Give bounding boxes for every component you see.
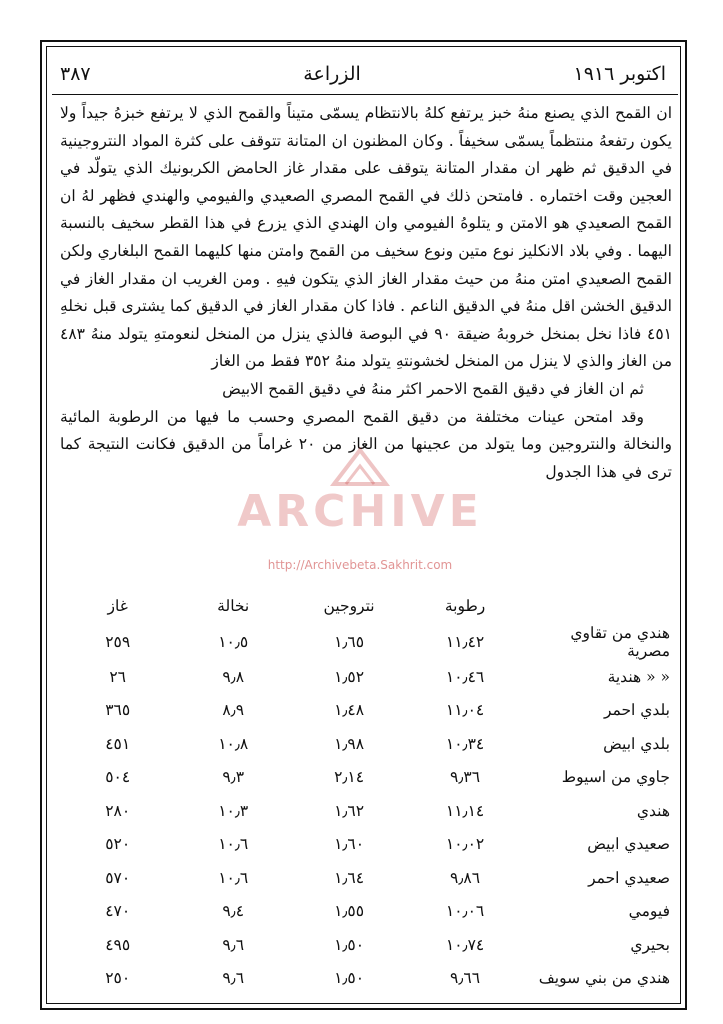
gas-value: ٤٥١ [105, 734, 131, 753]
sample-name: « « هندية [607, 667, 670, 686]
sample-name: بحيري [630, 935, 670, 954]
moisture-value: ١٠٫٧٤ [445, 935, 485, 954]
table-row [60, 928, 674, 962]
gas-value: ٢٨٠ [105, 801, 131, 820]
header-page-number: ٣٨٧ [60, 63, 91, 85]
bran-value: ١٠٫٣ [218, 801, 249, 820]
bran-value: ١٠٫٨ [218, 734, 249, 753]
running-header [60, 56, 666, 92]
header-nitrogen: نتروجين [323, 597, 375, 615]
moisture-value: ١٠٫٠٦ [445, 902, 485, 921]
paragraph-strength: ان القمح الذي يصنع منهُ خبز يرتفع كلهُ بالانتظام يسمّى متيناً والقمح الذي لا يرتفع خبزهُ جيداً ولا يكون رتفعهُ منتظماً يسمّى سخيفاً . وكان المظنون ان المتانة تتوقف على كثرة المواد النتروجينية في الدقيق ثم ظهر ان مقدار المتانة يتوقف على مقدار غاز الحامض الكربونيك الذي يتولّد في العجين وقت اختماره . فامتحن ذلك في القمح المصري الصعيدي والفيومي والهندي فظهر لهُ ان القمح الصعيدي هو الامتن و يتلوهُ الفيومي وان الهندي الذي يزرع في هذا القطر سخيف بالنسبة اليهما . وفي بلاد الانكليز نوع متين ونوع سخيف من القمح وامتن منها كليهما القمح البلغاري ولكن القمح الصعيدي امتن منهُ من حيث مقدار الغاز الذي يتكون فيهِ . ومن الغريب ان مقدار الغاز في الدقيق الخشن اقل منهُ في الدقيق الناعم . فاذا كان مقدار الغاز في الدقيق كما يشترى قبل نخلهِ ٤٥١ فاذا نخل بمنخل خروبهُ ضيقة ٩٠ في البوصة فالذي ينزل من المنخل لنعومتهِ يتولد منهُ ٤٨٣ من الغاز والذي لا ينزل من المنخل لخشونتهِ يتولد منهُ ٣٥٢ فقط من الغاز [60, 104, 673, 371]
moisture-value: ١٠٫٣٤ [445, 734, 485, 753]
nitrogen-value: ١٫٥٥ [334, 902, 365, 921]
bran-value: ١٠٫٥ [218, 633, 249, 651]
sample-name: صعيدي ابيض [587, 835, 670, 854]
bran-value: ١٠٫٦ [218, 835, 249, 854]
table-row [60, 962, 674, 996]
table-row [60, 794, 674, 828]
bran-value: ٩٫٤ [222, 902, 245, 921]
table-row [60, 624, 674, 660]
table-row [60, 694, 674, 728]
bran-value: ٩٫٦ [222, 935, 245, 954]
gas-value: ٥٧٠ [105, 868, 131, 887]
bran-value: ٨٫٩ [222, 701, 245, 720]
moisture-value: ١٠٫٠٢ [445, 835, 485, 854]
moisture-value: ١١٫٤٢ [445, 633, 485, 651]
paragraph-red-wheat: ثم ان الغاز في دقيق القمح الاحمر اكثر منهُ في دقيق القمح الابيض [222, 379, 644, 398]
watermark-url: http://Archivebeta.Sakhrit.com [267, 558, 453, 572]
article-body [60, 100, 672, 486]
sample-name: هندي من تقاوي مصرية [570, 624, 670, 660]
nitrogen-value: ١٫٥٢ [334, 667, 365, 686]
nitrogen-value: ١٫٤٨ [334, 701, 365, 720]
table-row [60, 895, 674, 929]
paragraph-samples: وقد امتحن عينات مختلفة من دقيق القمح المصري وحسب ما فيها من الرطوبة المائية والنخالة والنتروجين وما يتولد من عجينها من الغاز من ٢٠ غراماً من الدقيق فكانت النتيجة كما ترى في هذا الجدول [60, 407, 673, 481]
gas-value: ٥٠٤ [105, 768, 131, 787]
nitrogen-value: ١٫٥٠ [334, 935, 365, 954]
bran-value: ٩٫٣ [222, 768, 245, 787]
sample-name: بلدي ابيض [603, 734, 670, 753]
table-row [60, 660, 674, 694]
sample-name: بلدي احمر [603, 701, 670, 720]
wheat-analysis-table [60, 588, 674, 995]
sample-name: هندي [636, 801, 670, 820]
sample-name: فيومي [628, 902, 670, 921]
header-sample [523, 588, 674, 624]
nitrogen-value: ١٫٥٠ [334, 969, 365, 988]
moisture-value: ١١٫٠٤ [445, 701, 485, 720]
table-row [60, 761, 674, 795]
sample-name: صعيدي احمر [588, 868, 670, 887]
bran-value: ٩٫٦ [222, 969, 245, 988]
bran-value: ٩٫٨ [222, 667, 245, 686]
moisture-value: ١١٫١٤ [445, 801, 485, 820]
gas-value: ٣٦٥ [105, 701, 131, 720]
gas-value: ٥٢٠ [105, 835, 131, 854]
moisture-value: ٩٫٨٦ [450, 868, 481, 887]
gas-value: ٤٩٥ [105, 935, 131, 954]
nitrogen-value: ١٫٦٤ [334, 868, 365, 887]
moisture-value: ٩٫٣٦ [450, 768, 481, 787]
table-row [60, 828, 674, 862]
sample-name: جاوي من اسيوط [561, 768, 670, 787]
table-header-row [60, 588, 674, 624]
nitrogen-value: ١٫٦٢ [334, 801, 365, 820]
gas-value: ٢٥٩ [105, 633, 131, 651]
nitrogen-value: ١٫٩٨ [334, 734, 365, 753]
header-bran: نخالة [217, 597, 250, 615]
header-rule [52, 94, 678, 95]
header-moisture: رطوبة [444, 597, 486, 615]
table-row [60, 727, 674, 761]
header-journal-title: الزراعة [303, 63, 361, 85]
header-date: اكتوبر ١٩١٦ [573, 63, 666, 85]
moisture-value: ٩٫٦٦ [450, 969, 481, 988]
nitrogen-value: ١٫٦٠ [334, 835, 365, 854]
header-gas: غاز [107, 597, 128, 615]
gas-value: ٢٦ [109, 667, 127, 686]
watermark-title: ARCHIVE [237, 486, 483, 537]
gas-value: ٤٧٠ [105, 902, 131, 921]
table-row [60, 861, 674, 895]
bran-value: ١٠٫٦ [218, 868, 249, 887]
moisture-value: ١٠٫٤٦ [445, 667, 485, 686]
gas-value: ٢٥٠ [105, 969, 131, 988]
nitrogen-value: ٢٫١٤ [334, 768, 365, 787]
sample-name: هندي من بني سويف [538, 969, 670, 988]
nitrogen-value: ١٫٦٥ [334, 633, 365, 651]
